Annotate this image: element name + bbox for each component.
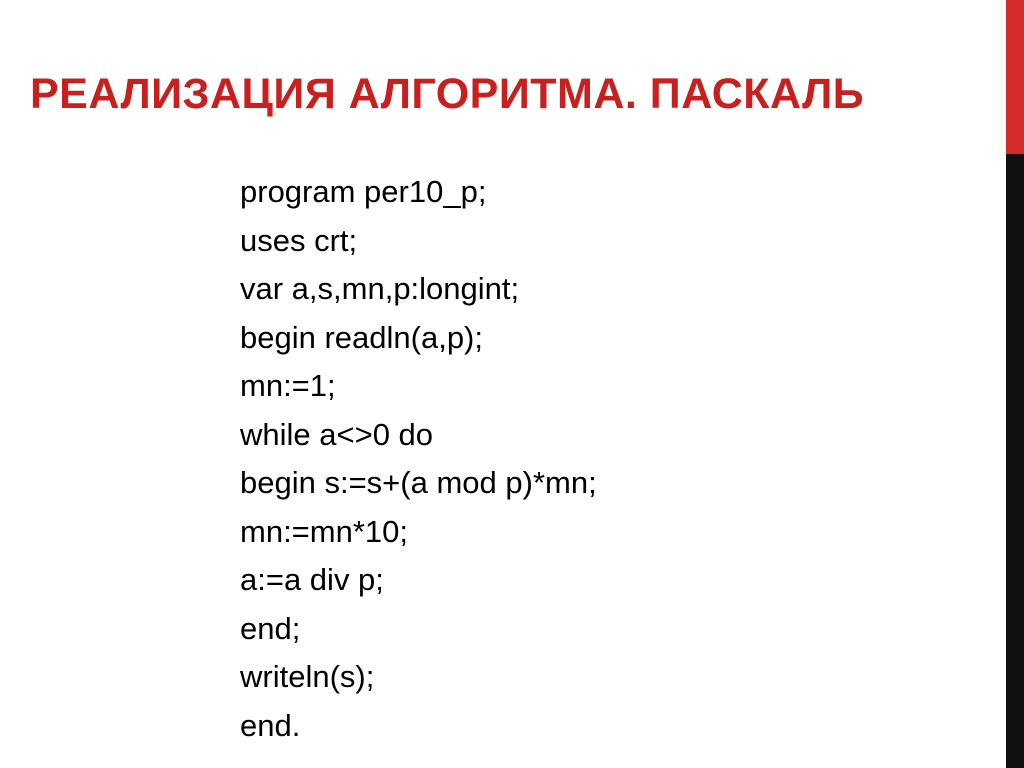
code-line: uses crt; [240, 222, 358, 258]
code-line: begin readln(a,p); [240, 319, 483, 355]
code-line: end. [240, 707, 301, 743]
accent-bar-black [1006, 154, 1024, 768]
code-line: begin s:=s+(a mod p)*mn; [240, 465, 597, 500]
code-line: program per10_p; [240, 174, 487, 209]
code-line: writeln(s); [240, 659, 375, 694]
code-line: while a<>0 do [240, 416, 434, 452]
code-line: var a,s,mn,p:longint; [240, 271, 520, 306]
code-line: a:=a div p; [240, 562, 384, 597]
code-line: end; [240, 610, 301, 646]
accent-bar-red [1006, 0, 1024, 154]
code-line: mn:=mn*10; [240, 513, 409, 549]
code-block [240, 168, 597, 750]
code-line: mn:=1; [240, 368, 336, 403]
slide-title: РЕАЛИЗАЦИЯ АЛГОРИТМА. ПАСКАЛЬ [30, 70, 865, 118]
